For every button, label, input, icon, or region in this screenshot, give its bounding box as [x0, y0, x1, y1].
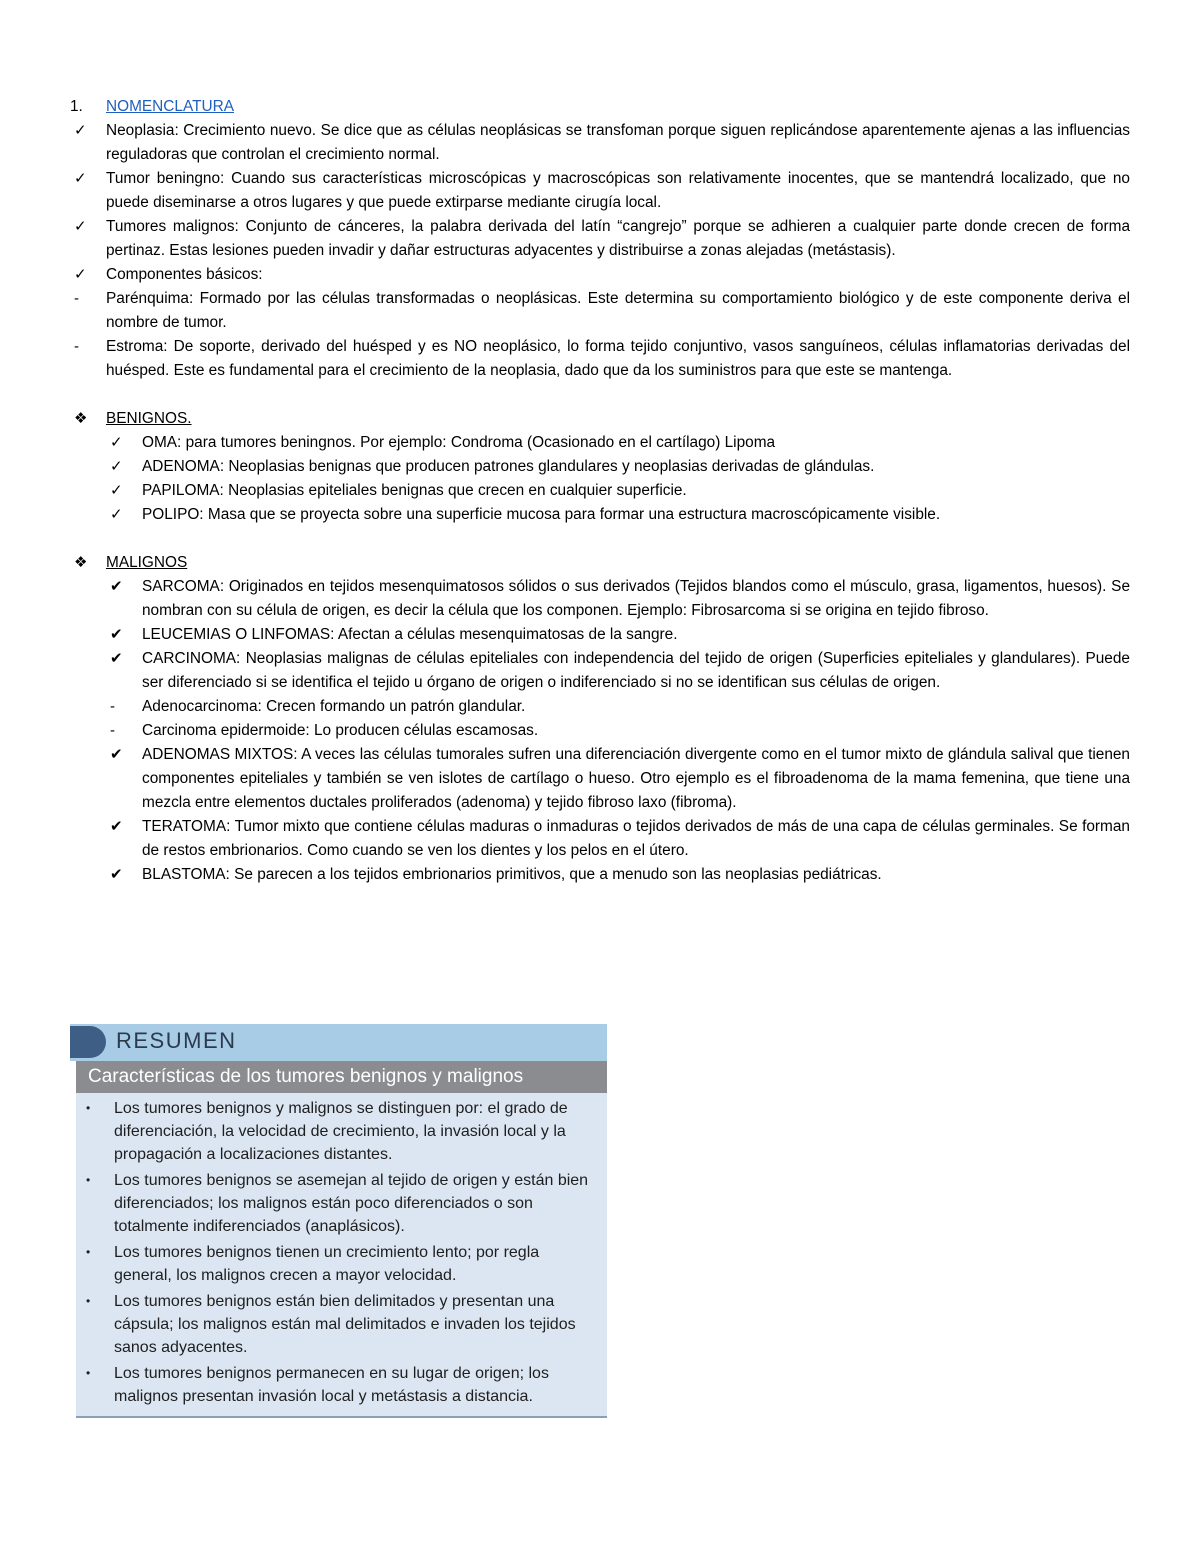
summary-item-text: Los tumores benignos están bien delimitados y presentan una cápsula; los malignos están mal delimitados e invaden los tejidos sanos adyacentes. [114, 1293, 576, 1356]
check-icon: ✓ [74, 266, 87, 283]
item-text: Cuando sus características microscópicas y macroscópicas son relativamente inocentes, que se mantendrá localizado, que no puede diseminarse a otros lugares y que puede extirparse mediante cirugía local. [106, 170, 1130, 211]
summary-item [86, 1290, 597, 1359]
summary-circle-icon [74, 1026, 106, 1058]
summary-subtitle: Características de los tumores benignos y malignos [76, 1061, 607, 1093]
list-item [70, 503, 1130, 527]
item-label: SARCOMA: [142, 578, 225, 595]
check-icon: ✓ [74, 122, 87, 139]
document-body [70, 95, 1130, 887]
section-title: BENIGNOS. [106, 410, 192, 427]
summary-item [86, 1097, 597, 1166]
check-icon: ✓ [110, 482, 123, 499]
item-text: Neoplasias malignas de células epiteliales con independencia del tejido de origen (Superficies epiteliales y glandulares). Puede ser diferenciado si se identifica el tejido u órgano de origen o indiferenciado si no se identifican sus células de origen. [142, 650, 1130, 691]
check-icon: ✓ [110, 458, 123, 475]
summary-body [76, 1093, 607, 1418]
item-text: De soporte, derivado del huésped y es NO neoplásico, lo forma tejido conjuntivo, vasos sanguíneos, células inflamatorias derivadas del huésped. Este es fundamental para el crecimiento de la neoplasia, dado que da los suministros para que este se mantenga. [106, 338, 1130, 379]
summary-header [70, 1024, 607, 1061]
check-icon: ✔ [110, 650, 123, 667]
item-text: para tumores beningnos. Por ejemplo: Condroma (Ocasionado en el cartílago) Lipoma [185, 434, 776, 451]
sub-list-item [70, 335, 1130, 383]
item-label: ADENOMA: [142, 458, 225, 475]
item-label: LEUCEMIAS O LINFOMAS: [142, 626, 335, 643]
diamond-icon: ❖ [74, 554, 88, 571]
list-item [70, 431, 1130, 455]
list-item [70, 263, 1130, 287]
item-label: POLIPO: [142, 506, 204, 523]
item-label: Neoplasia: [106, 122, 179, 139]
item-text: Tumor mixto que contiene células maduras o inmaduras o tejidos derivados de más de una capa de células germinales. Se forman de restos embrionarios. Como cuando se ven los dientes y los pelos en el útero. [142, 818, 1130, 859]
check-icon: ✓ [74, 218, 87, 235]
bullet-icon: • [86, 1366, 91, 1380]
check-icon: ✔ [110, 578, 123, 595]
item-label: TERATOMA: [142, 818, 231, 835]
bullet-icon: • [86, 1245, 91, 1259]
list-item [70, 167, 1130, 215]
check-icon: ✔ [110, 626, 123, 643]
item-label: CARCINOMA: [142, 650, 241, 667]
item-label: Tumores malignos: [106, 218, 239, 235]
summary-item-text: Los tumores benignos se asemejan al tejido de origen y están bien diferenciados; los malignos están poco diferenciados o son totalmente indiferenciados (anaplásicos). [114, 1172, 589, 1235]
item-text: Originados en tejidos mesenquimatosos sólidos o sus derivados (Tejidos blandos como el músculo, grasa, ligamentos, huesos). Se nombran con su célula de origen, es decir la célula que los componen. Ejemplo: Fibrosarcoma si se origina en tejido fibroso. [142, 578, 1130, 619]
summary-item-text: Los tumores benignos y malignos se distinguen por: el grado de diferenciación, la velocidad de crecimiento, la invasión local y la propagación a localizaciones distantes. [114, 1100, 568, 1163]
item-label: PAPILOMA: [142, 482, 224, 499]
item-text: Se parecen a los tejidos embrionarios primitivos, que a menudo son las neoplasias pediátricas. [234, 866, 882, 883]
item-label: Parénquima: [106, 290, 194, 307]
diamond-icon: ❖ [74, 410, 88, 427]
item-text: Conjunto de cánceres, la palabra derivada del latín “cangrejo” porque se adhieren a cualquier parte donde crecen de forma pertinaz. Estas lesiones pueden invadir y dañar estructuras adyacentes y distribuirse a zonas alejadas (metástasis). [106, 218, 1131, 259]
item-text: Neoplasias epiteliales benignas que crecen en cualquier superficie. [228, 482, 687, 499]
item-text: Masa que se proyecta sobre una superficie mucosa para formar una estructura macroscópicamente visible. [207, 506, 941, 523]
item-text: Afectan a células mesenquimatosas de la sangre. [337, 626, 678, 643]
item-label: Tumor beningno: [106, 170, 225, 187]
item-text: Crecen formando un patrón glandular. [266, 698, 526, 715]
item-label: Componentes básicos: [106, 266, 263, 283]
heading-link-nomenclatura[interactable]: NOMENCLATURA [106, 98, 234, 115]
item-label: Estroma: [106, 338, 168, 355]
item-label: BLASTOMA: [142, 866, 230, 883]
item-text: A veces las células tumorales sufren una diferenciación divergente como en el tumor mixto de glándula salival que tienen componentes epiteliales y también se ven islotes de cartílago o hueso. Otro ejemplo es el fibroadenoma de la mama femenina, que tiene una mezcla entre elementos ductales proliferados (adenoma) y tejido fibroso laxo (fibroma). [142, 746, 1130, 811]
sub-list-item [70, 287, 1130, 335]
section-heading-malignos [70, 551, 1130, 575]
check-icon: ✔ [110, 746, 123, 763]
dash-icon: - [110, 698, 115, 715]
check-icon: ✓ [110, 434, 123, 451]
bullet-icon: • [86, 1173, 91, 1187]
bullet-icon: • [86, 1294, 91, 1308]
list-item [70, 719, 1130, 743]
list-item [70, 479, 1130, 503]
spacer [70, 383, 1130, 407]
list-item [70, 863, 1130, 887]
dash-icon: - [74, 338, 79, 355]
spacer [70, 527, 1130, 551]
heading-number: 1. [70, 98, 83, 115]
check-icon: ✔ [110, 866, 123, 883]
dash-icon: - [74, 290, 79, 307]
summary-item [86, 1241, 597, 1287]
item-label: Carcinoma epidermoide: [142, 722, 310, 739]
list-item [70, 743, 1130, 815]
list-item [70, 647, 1130, 695]
list-item [70, 623, 1130, 647]
item-label: OMA: [142, 434, 182, 451]
list-item [70, 215, 1130, 263]
item-text: Formado por las células transformadas o neoplásicas. Este determina su comportamiento biológico y de este componente deriva el nombre de tumor. [106, 290, 1130, 331]
item-label: ADENOMAS MIXTOS: [142, 746, 298, 763]
item-text: Lo producen células escamosas. [313, 722, 539, 739]
list-item [70, 695, 1130, 719]
section-title: MALIGNOS [106, 554, 188, 571]
item-text: Neoplasias benignas que producen patrones glandulares y neoplasias derivadas de glándulas. [228, 458, 875, 475]
check-icon: ✓ [74, 170, 87, 187]
summary-title: RESUMEN [116, 1028, 237, 1053]
check-icon: ✓ [110, 506, 123, 523]
list-item [70, 815, 1130, 863]
summary-item-text: Los tumores benignos tienen un crecimiento lento; por regla general, los malignos crecen a mayor velocidad. [114, 1244, 540, 1284]
section-heading-nomenclatura [70, 95, 1130, 119]
item-label: Adenocarcinoma: [142, 698, 262, 715]
bullet-icon: • [86, 1101, 91, 1115]
summary-item [86, 1362, 597, 1408]
dash-icon: - [110, 722, 115, 739]
summary-box [70, 1024, 607, 1418]
list-item [70, 119, 1130, 167]
check-icon: ✔ [110, 818, 123, 835]
list-item [70, 455, 1130, 479]
section-heading-benignos [70, 407, 1130, 431]
summary-item-text: Los tumores benignos permanecen en su lugar de origen; los malignos presentan invasión local y metástasis a distancia. [114, 1365, 549, 1405]
list-item [70, 575, 1130, 623]
summary-item [86, 1169, 597, 1238]
item-text: Crecimiento nuevo. Se dice que as células neoplásicas se transfoman porque siguen replicándose aparentemente ajenas a las influencias reguladoras que controlan el crecimiento normal. [106, 122, 1131, 163]
